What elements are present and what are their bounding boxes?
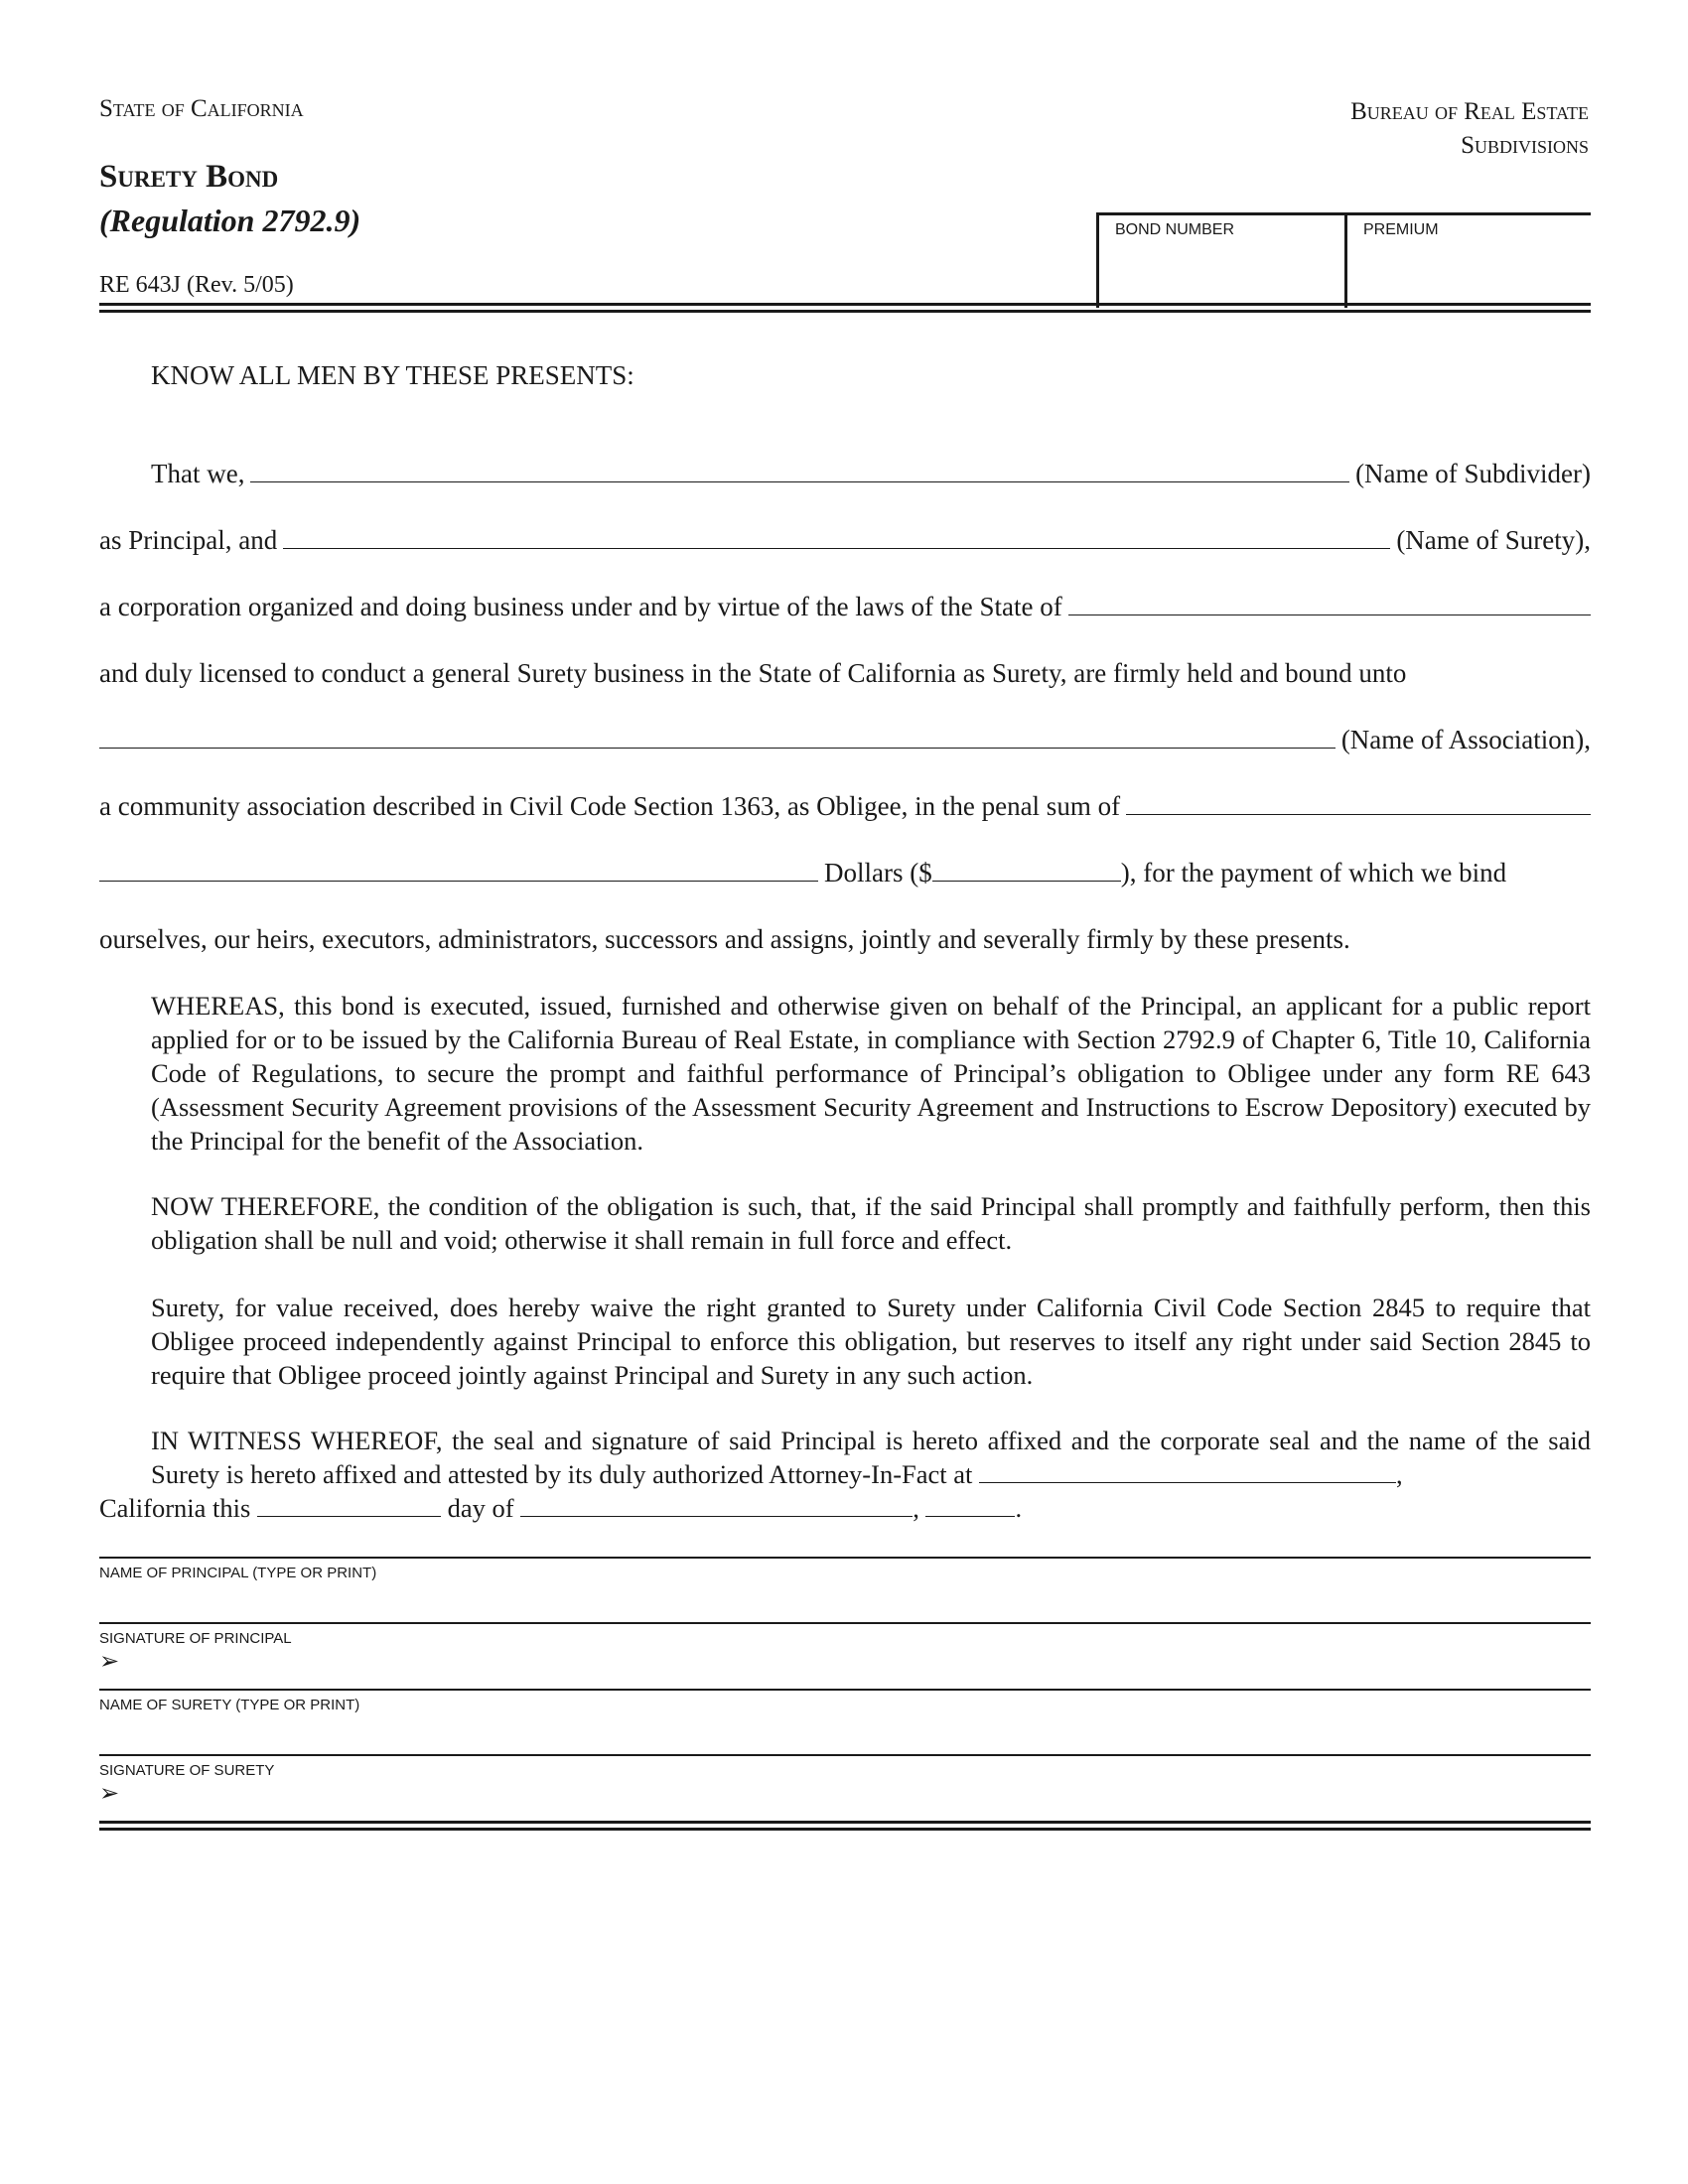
form-subtitle: (Regulation 2792.9)	[99, 203, 361, 238]
division-label: Subdivisions	[1461, 132, 1589, 159]
state-line: a corporation organized and doing business under and by virtue of the laws of the State of	[99, 592, 1591, 622]
form-title: Surety Bond	[99, 159, 279, 195]
footer-divider-top	[99, 1821, 1591, 1824]
signature-arrow-icon: ➢	[99, 1779, 120, 1807]
subdivider-name-blank[interactable]	[250, 460, 1349, 482]
dollars-words-blank[interactable]	[99, 859, 818, 882]
witness-day-blank[interactable]	[257, 1496, 441, 1517]
association-name-blank[interactable]	[99, 726, 1336, 749]
witness-paragraph: IN WITNESS WHEREOF, the seal and signature of said Principal is hereto affixed and the corporate seal and the name of the said Surety is hereto affixed and attested by its duly authorized Attorney-In-Fact at , California this day of , .	[99, 1426, 1591, 1523]
header-divider-bottom	[99, 310, 1591, 313]
premium-field[interactable]	[1344, 215, 1591, 308]
subdivider-line: That we, (Name of Subdivider)	[151, 459, 1591, 488]
bond-number-label: BOND NUMBER	[1115, 221, 1235, 238]
witness-month-blank[interactable]	[520, 1496, 913, 1517]
bureau-label: Bureau of Real Estate	[1350, 98, 1589, 125]
premium-label: PREMIUM	[1363, 221, 1439, 238]
intro-heading: KNOW ALL MEN BY THESE PRESENTS:	[151, 360, 634, 390]
state-label: State of California	[99, 95, 304, 122]
signature-of-surety-field[interactable]: SIGNATURE OF SURETY ➢	[99, 1762, 1591, 1807]
now-therefore-paragraph: NOW THEREFORE, the condition of the obligation is such, that, if the said Principal shall promptly and faithfully perform, then this obligation shall be null and void; otherwise it shall remain in full force and effect.	[151, 1191, 1591, 1255]
sig-rule-1	[99, 1557, 1591, 1559]
bond-info-boxes	[1096, 212, 1591, 308]
name-of-surety-field[interactable]: NAME OF SURETY (TYPE OR PRINT)	[99, 1697, 360, 1713]
signature-of-principal-field[interactable]: SIGNATURE OF PRINCIPAL ➢	[99, 1630, 1591, 1675]
sig-rule-3	[99, 1689, 1591, 1691]
footer-divider-bottom	[99, 1828, 1591, 1831]
form-number: RE 643J (Rev. 5/05)	[99, 272, 294, 298]
dollars-line: Dollars ($ ), for the payment of which we bind	[99, 858, 1591, 888]
name-of-principal-field[interactable]: NAME OF PRINCIPAL (TYPE OR PRINT)	[99, 1565, 377, 1581]
surety-line: as Principal, and (Name of Surety),	[99, 525, 1591, 555]
whereas-paragraph: WHEREAS, this bond is executed, issued, furnished and otherwise given on behalf of the Principal, an applicant for a public report applied for or to be issued by the California Bureau of Real Estate, in compliance with Section 2792.9 of Chapter 6, Title 10, California Code of Regulations, to secure the prompt and faithful performance of Principal’s obligation to Obligee under any form RE 643 (Assessment Security Agreement provisions of the Assessment Security Agreement and Instructions to Escrow Depository) executed by the Principal for the benefit of the Association.	[151, 991, 1591, 1156]
signature-arrow-icon: ➢	[99, 1647, 120, 1675]
surety-waiver-paragraph: Surety, for value received, does hereby waive the right granted to Surety under California Civil Code Section 2845 to require that Obligee proceed independently against Principal to enforce this obligation, but reserves to itself any right under said Section 2845 to require that Obligee proceed jointly against Principal and Surety in any such action.	[151, 1293, 1591, 1390]
sig-rule-4	[99, 1754, 1591, 1756]
sig-rule-2	[99, 1622, 1591, 1624]
dollars-amount-blank[interactable]	[932, 859, 1121, 882]
bond-number-field[interactable]	[1096, 215, 1344, 308]
header-divider-top	[99, 303, 1591, 306]
witness-year-blank[interactable]	[925, 1496, 1015, 1517]
licensed-line: and duly licensed to conduct a general Surety business in the State of California as Surety, are firmly held and bound unto	[99, 658, 1407, 688]
penal-sum-line: a community association described in Civil Code Section 1363, as Obligee, in the penal sum of	[99, 791, 1591, 822]
penal-sum-blank[interactable]	[1126, 792, 1591, 815]
bureau-header	[1350, 95, 1589, 163]
witness-location-blank[interactable]	[979, 1462, 1396, 1483]
surety-name-blank[interactable]	[283, 526, 1390, 549]
association-line: (Name of Association),	[99, 725, 1591, 755]
ourselves-line: ourselves, our heirs, executors, administrators, successors and assigns, jointly and severally firmly by these presents.	[99, 924, 1350, 954]
state-blank[interactable]	[1068, 593, 1591, 615]
